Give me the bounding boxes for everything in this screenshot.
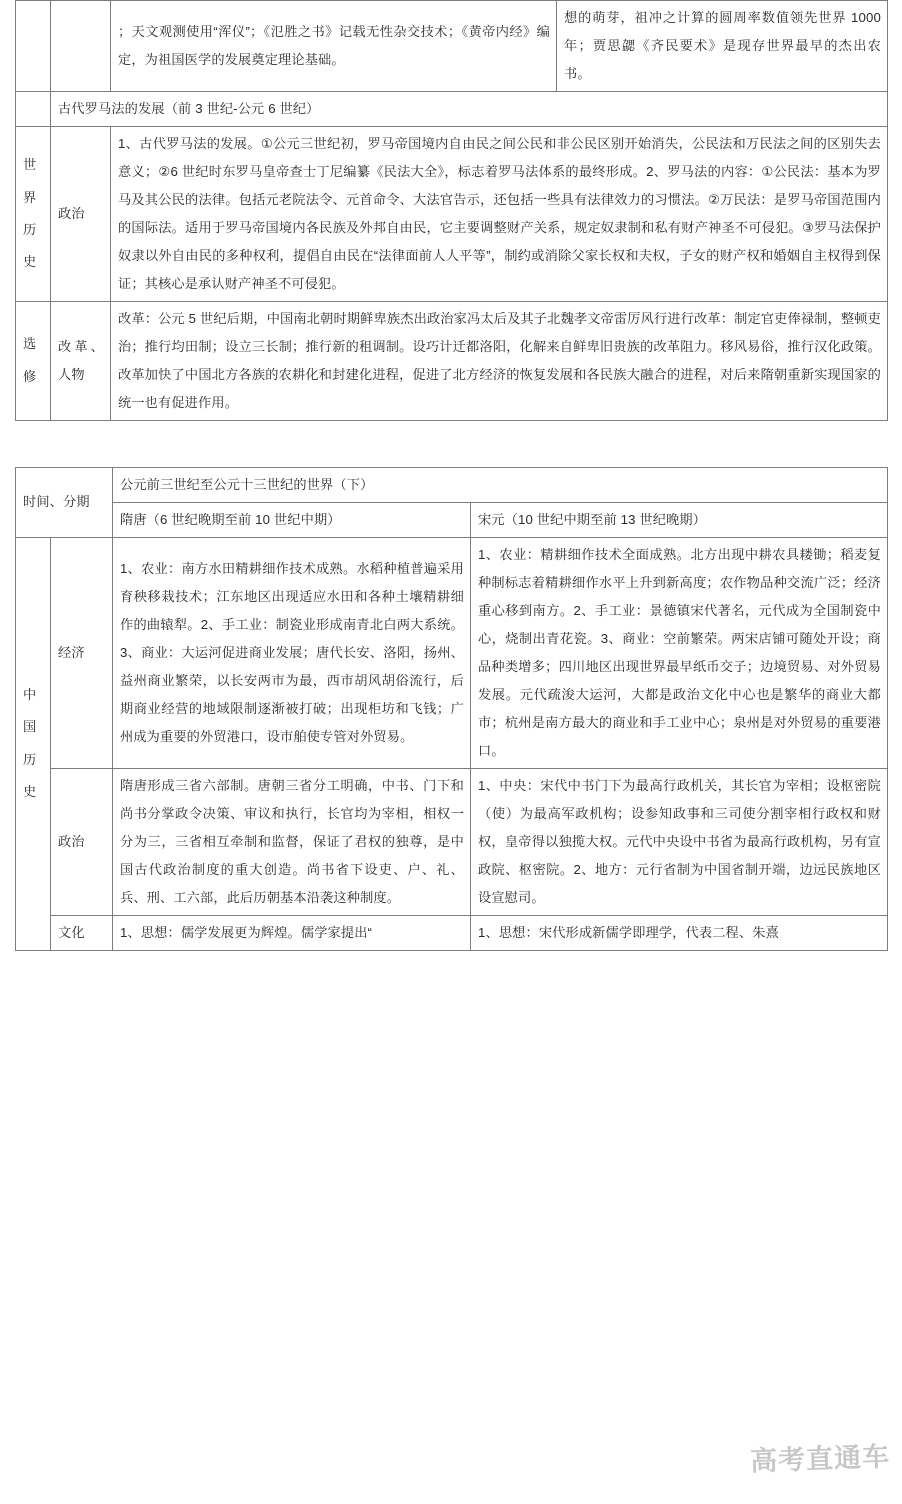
table2-subject-chinese-history: 中国历史 — [16, 537, 51, 950]
table2-topic-economy: 经济 — [51, 537, 113, 768]
table-row — [16, 467, 888, 502]
table-row — [16, 91, 888, 126]
table-gap-divider — [0, 421, 902, 467]
history-table-part1 — [15, 0, 888, 421]
table-row — [16, 915, 888, 950]
table-row — [16, 1, 888, 92]
table2-period-header-suitang: 隋唐（6 世纪晚期至前 10 世纪中期） — [113, 502, 471, 537]
table2-title: 公元前三世纪至公元十三世纪的世界（下） — [113, 467, 888, 502]
table1-empty-topic-cell — [51, 1, 111, 92]
table1-subject-elective: 选修 — [16, 301, 51, 420]
table1-topic-reform-figures: 改革、人物 — [51, 301, 111, 420]
table1-continued-col3: ；天文观测使用“浑仪”；《氾胜之书》记载无性杂交技术；《黄帝内经》编定，为祖国医学的发展奠定理论基础。 — [111, 1, 557, 92]
table2-topic-politics: 政治 — [51, 768, 113, 915]
table-row — [16, 126, 888, 301]
table2-period-header-songyuan: 宋元（10 世纪中期至前 13 世纪晚期） — [471, 502, 888, 537]
table2-culture-suitang: 1、思想：儒学发展更为辉煌。儒学家提出“ — [113, 915, 471, 950]
table2-economy-suitang: 1、农业：南方水田精耕细作技术成熟。水稻种植普遍采用育秧移栽技术；江东地区出现适应水田和各种土壤精耕细作的曲辕犁。2、手工业：制瓷业形成南青北白两大系统。3、商业：大运河促进商业发展；唐代长安、洛阳，扬州、益州商业繁荣，以长安两市为最，西市胡风胡俗流行，后期商业经营的地域限制逐渐被打破；出现柜坊和飞钱；广州成为重要的外贸港口，设市舶使专管对外贸易。 — [113, 537, 471, 768]
table-1-wrapper — [0, 0, 902, 421]
table2-economy-songyuan: 1、农业：精耕细作技术全面成熟。北方出现中耕农具耧锄；稻麦复种制标志着精耕细作水平上升到新高度；农作物品种交流广泛；经济重心移到南方。2、手工业：景德镇宋代著名，元代成为全国制瓷中心，烧制出青花瓷。3、商业：空前繁荣。两宋店铺可随处开设；商品种类增多；四川地区出现世界最早纸币交子；边境贸易、对外贸易发展。元代疏浚大运河，大都是政治文化中心也是繁华的商业大都市；杭州是南方最大的商业和手工业中心；泉州是对外贸易的重要港口。 — [471, 537, 888, 768]
table2-topic-culture: 文化 — [51, 915, 113, 950]
table-2-wrapper — [0, 467, 902, 951]
watermark-gaokao-zhitongche: 高考直通车 — [749, 1441, 891, 1477]
table1-reform-body: 改革：公元 5 世纪后期，中国南北朝时期鲜卑族杰出政治家冯太后及其子北魏孝文帝雷厉风行进行改革：制定官吏俸禄制，整顿吏治；推行均田制；设立三长制；推行新的租调制。设巧计迁都洛阳，化解来自鲜卑旧贵族的改革阻力。移风易俗，推行汉化政策。改革加快了中国北方各族的农耕化和封建化进程，促进了北方经济的恢复发展和各民族大融合的进程，对后来隋朝重新实现国家的统一也有促进作用。 — [111, 301, 888, 420]
table1-header-empty-cell — [16, 91, 51, 126]
table1-topic-politics: 政治 — [51, 126, 111, 301]
table1-empty-subject-cell — [16, 1, 51, 92]
table2-politics-suitang: 隋唐形成三省六部制。唐朝三省分工明确，中书、门下和尚书分掌政令决策、审议和执行，长官均为宰相，相权一分为三，三省相互牵制和监督，保证了君权的独尊，是中国古代政治制度的重大创造。尚书省下设吏、户、礼、兵、刑、工六部，此后历朝基本沿袭这种制度。 — [113, 768, 471, 915]
table-row — [16, 537, 888, 768]
table-row — [16, 301, 888, 420]
table1-continued-col4: 想的萌芽，祖冲之计算的圆周率数值领先世界 1000 年；贾思勰《齐民要术》是现存世界最早的杰出农书。 — [557, 1, 888, 92]
table2-politics-songyuan: 1、中央：宋代中书门下为最高行政机关，其长官为宰相；设枢密院（使）为最高军政机构；设参知政事和三司使分割宰相行政权和财权，皇帝得以独揽大权。元代中央设中书省为最高行政机构，另有宣政院、枢密院。2、地方：元行省制为中国省制开端，边远民族地区设宣慰司。 — [471, 768, 888, 915]
table1-roman-law-body: 1、古代罗马法的发展。①公元三世纪初，罗马帝国境内自由民之间公民和非公民区别开始消失，公民法和万民法之间的区别失去意义；②6 世纪时东罗马皇帝查士丁尼编纂《民法大全》，标志着罗马法体系的最终形成。2、罗马法的内容：①公民法：基本为罗马及其公民的法律。包括元老院法令、元首命令、大法官告示，还包括一些具有法律效力的习惯法。②万民法：是罗马帝国范围内的国际法。适用于罗马帝国境内各民族及外邦自由民，它主要调整财产关系，规定奴隶制和私有财产神圣不可侵犯。③罗马法保护奴隶以外自由民的多种权利，提倡自由民在“法律面前人人平等”，制约或消除父家长权和夫权，子女的财产权和婚姻自主权得到保证；其核心是承认财产神圣不可侵犯。 — [111, 126, 888, 301]
table1-section-header: 古代罗马法的发展（前 3 世纪-公元 6 世纪） — [51, 91, 888, 126]
table-row — [16, 768, 888, 915]
table2-culture-songyuan: 1、思想：宋代形成新儒学即理学，代表二程、朱熹 — [471, 915, 888, 950]
history-table-part2 — [15, 467, 888, 951]
table2-corner-label: 时间、分期 — [16, 467, 113, 537]
table-row — [16, 502, 888, 537]
table1-subject-world-history: 世界历史 — [16, 126, 51, 301]
